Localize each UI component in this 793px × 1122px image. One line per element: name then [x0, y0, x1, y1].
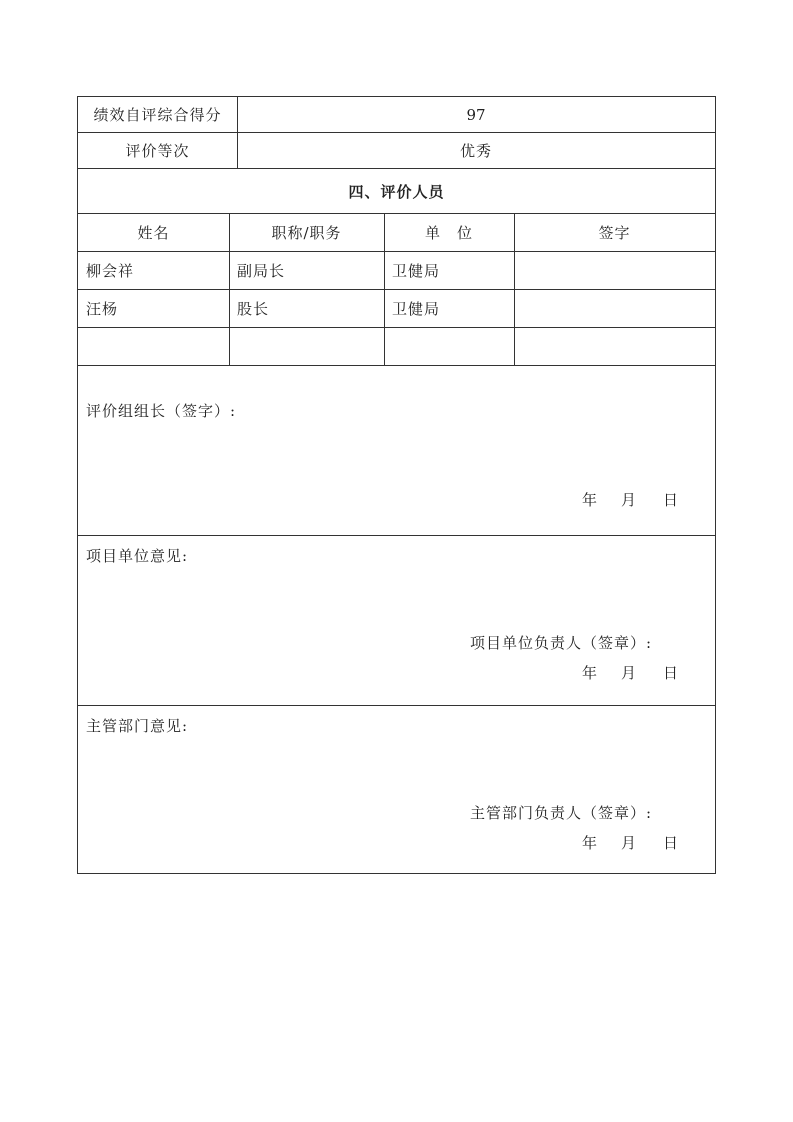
evaluation-form: [77, 96, 716, 874]
table-cell-unit: 卫健局: [392, 300, 441, 318]
date-year: 年: [582, 491, 598, 509]
project-unit-label: 项目单位意见:: [86, 547, 189, 565]
header-name: 姓名: [137, 224, 170, 242]
date-day: 日: [663, 491, 679, 509]
date-month: 月: [621, 664, 637, 682]
grade-value: 优秀: [459, 142, 492, 160]
date-month: 月: [621, 834, 637, 852]
table-cell-title: 副局长: [237, 262, 286, 280]
table-cell-unit: 卫健局: [392, 262, 441, 280]
supervisor-label: 主管部门意见:: [86, 717, 189, 735]
section-title: 四、评价人员: [348, 182, 445, 201]
grade-label: 评价等次: [125, 142, 190, 160]
score-value: 97: [466, 105, 486, 124]
table-cell-signature: [514, 252, 715, 289]
date-year: 年: [582, 834, 598, 852]
header-unit: 单 位: [424, 224, 473, 242]
supervisor-signer: 主管部门负责人（签章）:: [470, 804, 653, 822]
table-cell-name: 柳会祥: [86, 262, 135, 280]
row-divider: [78, 365, 715, 366]
header-title: 职称/职务: [271, 224, 342, 242]
score-label: 绩效自评综合得分: [93, 106, 222, 124]
date-month: 月: [621, 491, 637, 509]
table-cell-name: [78, 328, 229, 365]
table-cell-signature: [514, 290, 715, 327]
date-day: 日: [663, 834, 679, 852]
table-cell-name: 汪杨: [86, 300, 119, 318]
table-cell-title: 股长: [237, 300, 270, 318]
group-leader-label: 评价组组长（签字）:: [86, 402, 237, 420]
table-cell-signature: [514, 328, 715, 365]
date-year: 年: [582, 664, 598, 682]
row-divider: [78, 705, 715, 706]
table-cell-title: [229, 328, 384, 365]
table-cell-unit: [384, 328, 514, 365]
project-unit-signer: 项目单位负责人（签章）:: [470, 634, 653, 652]
header-signature: 签字: [598, 224, 631, 242]
date-day: 日: [663, 664, 679, 682]
row-divider: [78, 535, 715, 536]
